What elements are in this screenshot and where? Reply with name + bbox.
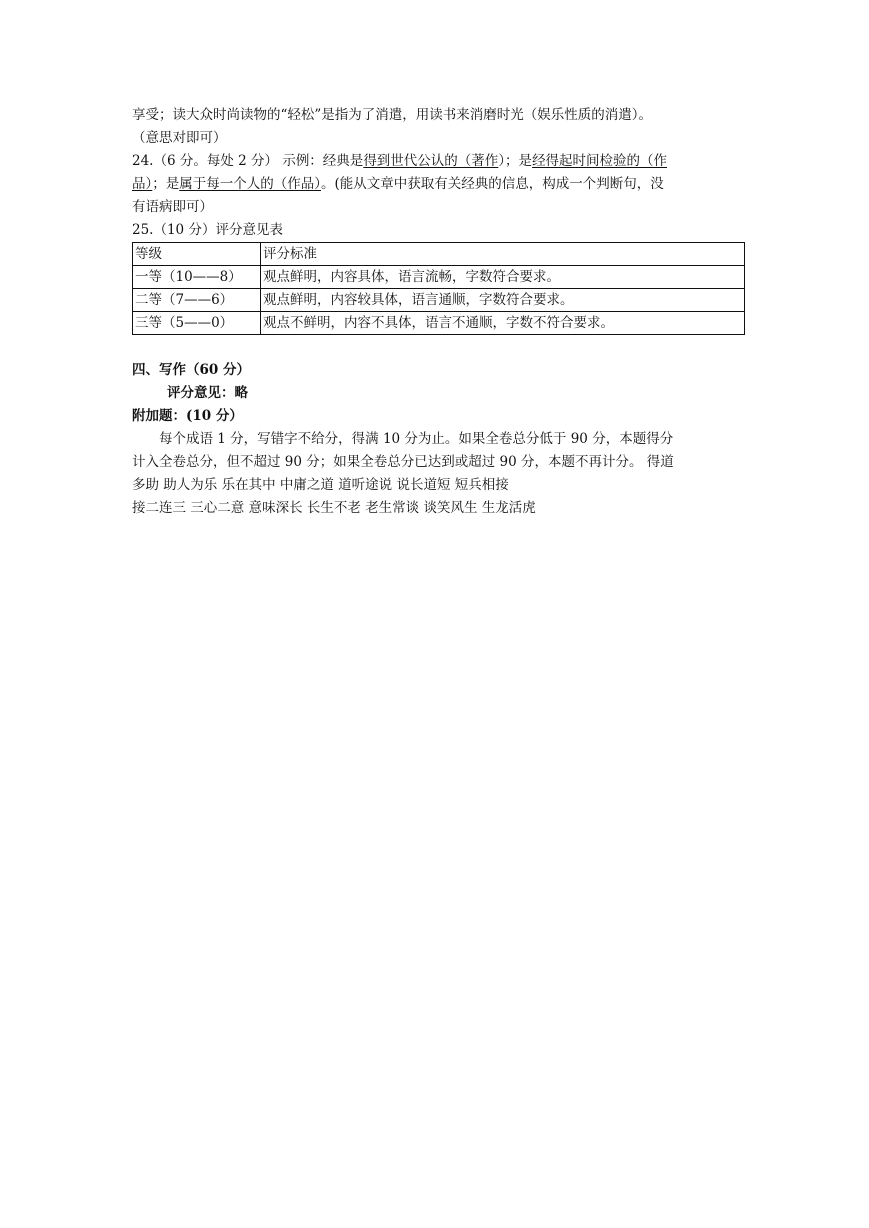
standard-cell: 观点鲜明，内容较具体，语言通顺，字数符合要求。 <box>261 289 745 312</box>
grade-cell: 一等（10——8） <box>133 266 261 289</box>
q24-underline-2: 经得起时间检验的（作 <box>532 153 668 169</box>
grading-table <box>132 242 745 335</box>
q24-underline-1: 得到世代公认的（著作 <box>363 153 499 169</box>
q24-answer-line2 <box>132 173 745 196</box>
table-row <box>133 289 745 312</box>
grading-table-header <box>133 243 745 266</box>
header-standard: 评分标准 <box>261 243 745 266</box>
q24-underline-3: 属于每一个人的（作品） <box>179 176 321 192</box>
bonus-line1: 每个成语 1 分，写错字不给分，得满 10 分为止。如果全卷总分低于 90 分，本题得分 <box>159 431 674 447</box>
q23-answer-line1: 享受；读大众时尚读物的“轻松”是指为了消遣，用读书来消磨时光（娱乐性质的消遣）。 <box>132 107 653 123</box>
q24-answer-line1 <box>132 150 745 173</box>
standard-cell: 观点不鲜明，内容不具体，语言不通顺，字数不符合要求。 <box>261 312 745 335</box>
table-row <box>133 312 745 335</box>
q24-sep-2: ；是 <box>152 176 180 192</box>
q24-suffix: 。(能从文章中获取有关经典的信息，构成一个判断句，没 <box>321 176 664 192</box>
q24-sep-1: ）；是 <box>498 153 533 169</box>
answer-key-content <box>132 104 745 520</box>
header-grade: 等级 <box>133 243 261 266</box>
table-row <box>133 266 745 289</box>
grade-cell: 三等（5——0） <box>133 312 261 335</box>
q23-answer-line2: （意思对即可） <box>132 130 227 146</box>
bonus-line2: 计入全卷总分，但不超过 90 分；如果全卷总分已达到或超过 90 分，本题不再计分。 得道 <box>132 454 674 470</box>
q25-title: 25.（10 分）评分意见表 <box>132 222 283 238</box>
bonus-line3: 多助 助人为乐 乐在其中 中庸之道 道听途说 说长道短 短兵相接 <box>132 477 509 493</box>
writing-comment: 评分意见：略 <box>167 385 248 401</box>
standard-cell: 观点鲜明，内容具体，语言流畅，字数符合要求。 <box>261 266 745 289</box>
q24-underline-2b: 品） <box>132 176 153 192</box>
q24-prefix: 24.（6 分。每处 2 分） 示例：经典是 <box>132 153 364 169</box>
writing-heading: 四、写作（60 分） <box>132 362 250 378</box>
bonus-heading: 附加题：(10 分） <box>132 408 243 424</box>
q24-answer-line3: 有语病即可） <box>132 199 213 215</box>
bonus-line4: 接二连三 三心二意 意味深长 长生不老 老生常谈 谈笑风生 生龙活虎 <box>132 500 536 516</box>
grade-cell: 二等（7——6） <box>133 289 261 312</box>
